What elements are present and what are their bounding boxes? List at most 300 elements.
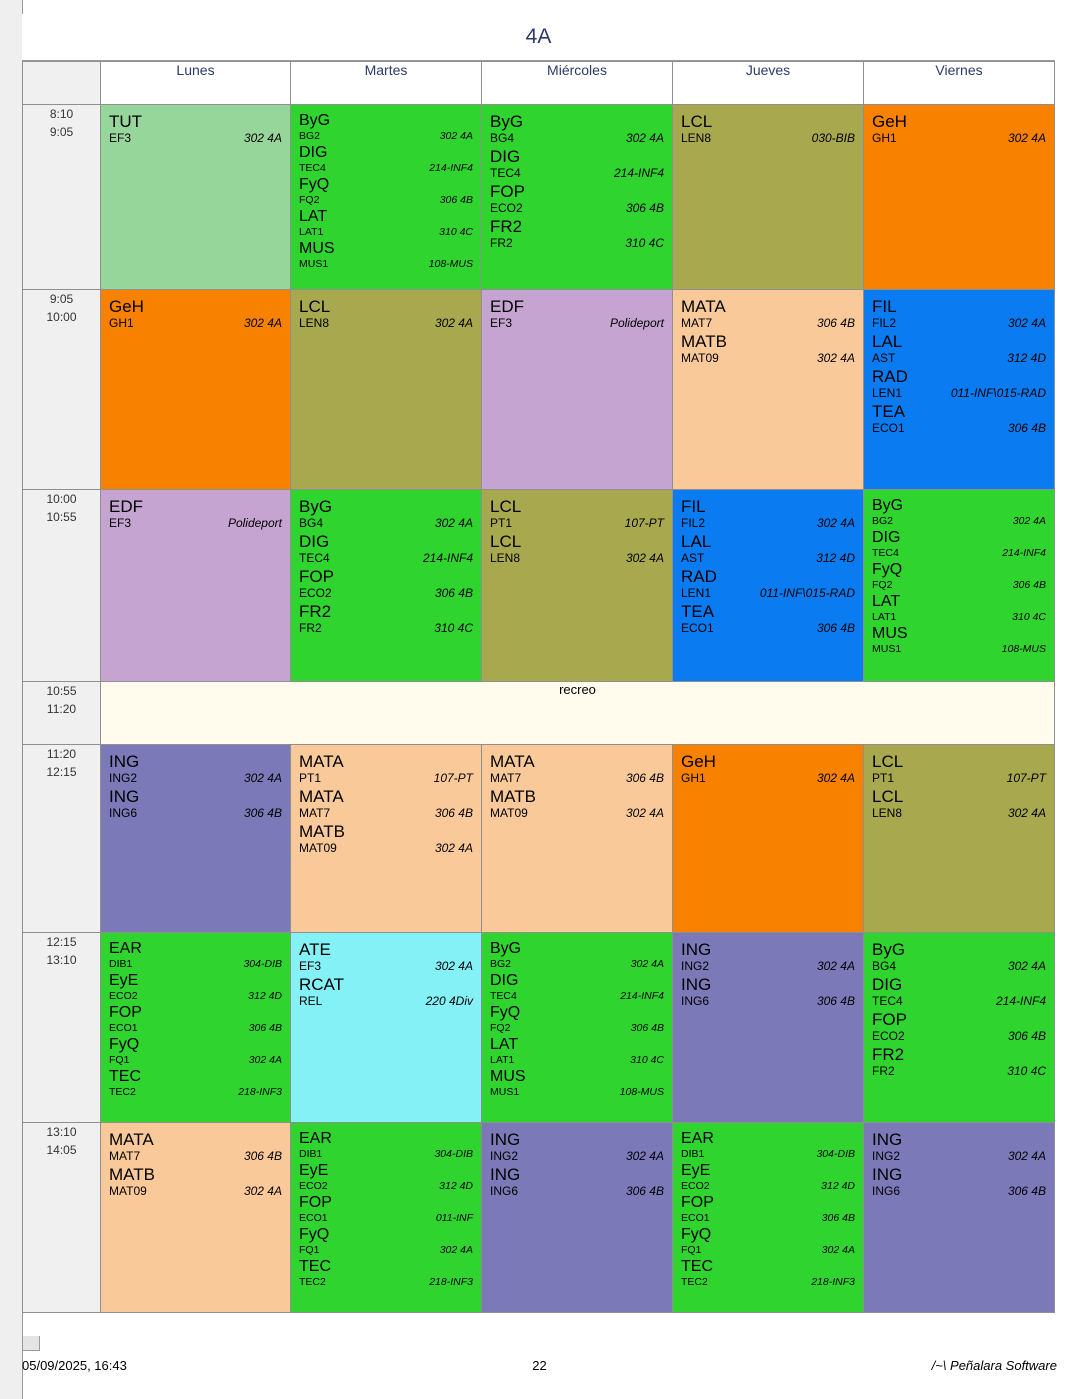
room-code: 306 4B	[434, 806, 473, 821]
room-code: 107-PT	[433, 771, 473, 786]
subject-detail	[299, 1148, 473, 1161]
teacher-code: REL	[299, 994, 323, 1009]
teacher-code: MAT7	[299, 806, 331, 821]
subject-name: LAT	[872, 593, 901, 611]
footer-timestamp: 05/09/2025, 16:43	[22, 1358, 127, 1373]
teacher-code: TEC2	[299, 1276, 326, 1289]
timetable-cell	[101, 933, 291, 1123]
subject-name: TEC	[681, 1258, 713, 1276]
time-start: 8:10	[49, 107, 74, 121]
teacher-code: LAT1	[299, 226, 324, 238]
room-code: 302 4A	[1007, 806, 1046, 821]
subject-detail	[299, 1244, 473, 1257]
day-header-martes: Martes	[291, 62, 482, 105]
timetable-cell	[291, 1123, 482, 1313]
cell-content	[101, 105, 290, 150]
subject-detail	[681, 131, 855, 146]
teacher-code: MUS1	[872, 643, 902, 656]
teacher-code: LEN8	[681, 131, 712, 146]
subject-name: MATB	[109, 1165, 155, 1185]
timetable-cell	[482, 105, 673, 290]
time-slot-cell	[23, 105, 101, 290]
subject-detail	[872, 1149, 1046, 1164]
subject-name: EDF	[490, 297, 524, 316]
subject-detail	[872, 421, 1046, 436]
teacher-code: TEC4	[490, 166, 521, 181]
subject-detail	[872, 643, 1046, 656]
teacher-code: TEC4	[299, 551, 330, 566]
room-code: 030-BIB	[811, 131, 855, 146]
subject-detail	[681, 1148, 855, 1161]
cell-content	[482, 490, 672, 570]
subject-detail	[490, 166, 664, 181]
timetable-cell	[673, 105, 864, 290]
subject-detail	[490, 1086, 664, 1099]
cell-content	[291, 105, 481, 275]
subject-detail	[872, 131, 1046, 146]
room-code: 302 4A	[434, 516, 473, 531]
cell-content	[291, 745, 481, 860]
cell-content	[101, 290, 290, 335]
teacher-code: FR2	[490, 236, 513, 251]
subject-name: EAR	[299, 1130, 332, 1147]
break-cell	[101, 682, 1055, 745]
teacher-code: FQ2	[299, 193, 320, 206]
teacher-code: ECO2	[490, 201, 523, 216]
timetable-cell	[291, 933, 482, 1123]
subject-name: TEA	[872, 402, 906, 422]
teacher-code: ING2	[872, 1149, 901, 1164]
room-code: 306 4B	[243, 1149, 282, 1164]
subject-detail	[490, 551, 664, 566]
room-code: 302 4A	[243, 1184, 282, 1199]
room-code: 108-MUS	[1001, 643, 1046, 656]
timetable-row	[23, 105, 1055, 290]
cell-content	[482, 1123, 672, 1203]
subject-name: MATA	[681, 297, 726, 316]
subject-detail	[490, 1022, 664, 1035]
subject-detail	[681, 1180, 855, 1193]
subject-name: TEC	[109, 1068, 141, 1086]
room-code: 302 4A	[816, 351, 855, 366]
timetable-cell	[101, 290, 291, 490]
timetable-cell	[101, 745, 291, 933]
subject-detail	[299, 1276, 473, 1289]
subject-detail	[490, 236, 664, 251]
subject-detail	[681, 516, 855, 531]
subject-detail	[872, 579, 1046, 592]
subject-detail	[681, 551, 855, 566]
subject-name: FOP	[299, 567, 334, 587]
timetable	[22, 61, 1055, 1313]
subject-detail	[872, 959, 1046, 974]
teacher-code: AST	[681, 551, 705, 566]
teacher-code: GH1	[681, 771, 706, 786]
teacher-code: FQ2	[490, 1021, 511, 1034]
subject-detail	[681, 771, 855, 786]
teacher-code: FR2	[872, 1064, 895, 1079]
page-footer	[22, 1358, 1057, 1373]
subject-name: DIG	[872, 529, 901, 547]
subject-detail	[299, 1212, 473, 1225]
subject-detail	[299, 194, 473, 207]
time-end: 13:10	[46, 953, 77, 967]
teacher-code: ING6	[872, 1184, 901, 1199]
room-code: Polideport	[609, 316, 664, 331]
timetable-header-row	[23, 62, 1055, 105]
subject-name: MATA	[299, 752, 344, 771]
subject-detail	[109, 1184, 282, 1199]
subject-name: LCL	[299, 297, 331, 316]
teacher-code: EF3	[490, 316, 513, 331]
room-code: 302 4A	[821, 1244, 855, 1256]
teacher-code: MAT7	[109, 1149, 141, 1164]
timetable-cell	[864, 745, 1055, 933]
subject-name: EAR	[109, 940, 142, 957]
timetable-cell	[864, 933, 1055, 1123]
subject-detail	[490, 990, 664, 1003]
cell-content	[291, 1123, 481, 1293]
subject-detail	[872, 1029, 1046, 1044]
room-code: 306 4B	[816, 994, 855, 1009]
room-code: 302 4A	[1007, 131, 1046, 146]
timetable-cell	[291, 105, 482, 290]
subject-detail	[681, 586, 855, 601]
room-code: 218-INF3	[429, 1276, 473, 1289]
timetable-cell	[291, 290, 482, 490]
timetable-cell	[864, 1123, 1055, 1313]
room-code: 304-DIB	[434, 1147, 473, 1160]
cell-content	[673, 105, 863, 150]
time-end: 12:15	[46, 765, 77, 779]
time-slot-cell	[23, 1123, 101, 1313]
teacher-code: GH1	[109, 316, 134, 331]
time-end: 10:55	[46, 510, 77, 524]
cell-content	[864, 933, 1054, 1083]
page-corner-notch	[22, 1336, 40, 1351]
subject-name: ATE	[299, 940, 331, 959]
subject-name: ING	[109, 752, 140, 771]
cell-content	[673, 933, 863, 1013]
page-title: 4A	[22, 14, 1055, 61]
cell-content	[673, 1123, 863, 1293]
subject-name: RAD	[872, 367, 908, 387]
teacher-code: PT1	[872, 771, 895, 786]
subject-detail	[299, 226, 473, 239]
room-code: 302 4A	[625, 806, 664, 821]
subject-detail	[299, 1180, 473, 1193]
room-code: 306 4B	[625, 771, 664, 786]
subject-name: GeH	[681, 752, 716, 771]
subject-detail	[299, 316, 473, 331]
teacher-code: MUS1	[490, 1086, 520, 1099]
room-code: 304-DIB	[243, 957, 282, 970]
teacher-code: BG4	[490, 131, 515, 146]
teacher-code: TEC4	[872, 994, 903, 1009]
room-code: 302 4A	[1007, 959, 1046, 974]
subject-name: RAD	[681, 567, 717, 587]
teacher-code: ECO2	[299, 586, 332, 601]
subject-name: GeH	[872, 112, 907, 131]
subject-name: FyQ	[490, 1004, 521, 1022]
room-code: 302 4A	[439, 129, 473, 142]
subject-name: FIL	[872, 297, 897, 316]
cell-content	[291, 490, 481, 640]
subject-detail	[299, 551, 473, 566]
subject-name: MUS	[299, 240, 335, 258]
room-code: 312 4D	[248, 989, 282, 1002]
teacher-code: MAT09	[490, 806, 528, 821]
subject-detail	[109, 806, 282, 821]
teacher-code: LAT1	[490, 1054, 515, 1066]
subject-name: FOP	[109, 1004, 142, 1022]
teacher-code: ING6	[681, 994, 710, 1009]
subject-detail	[681, 621, 855, 636]
room-code: 312 4D	[821, 1179, 855, 1192]
teacher-code: MAT7	[490, 771, 522, 786]
subject-name: FyQ	[872, 561, 903, 579]
subject-detail	[681, 1244, 855, 1257]
timetable-cell	[482, 933, 673, 1123]
subject-detail	[872, 1064, 1046, 1079]
cell-content	[101, 745, 290, 825]
subject-name: FOP	[490, 182, 525, 202]
time-end: 10:00	[46, 310, 77, 324]
subject-detail	[681, 1212, 855, 1225]
subject-name: LCL	[872, 787, 904, 807]
teacher-code: BG2	[299, 129, 321, 142]
timetable-cell	[291, 745, 482, 933]
teacher-code: ING6	[490, 1184, 519, 1199]
subject-detail	[681, 994, 855, 1009]
timetable-cell	[673, 933, 864, 1123]
subject-detail	[490, 201, 664, 216]
timetable-cell	[482, 1123, 673, 1313]
subject-detail	[109, 1086, 282, 1099]
teacher-code: TEC4	[872, 546, 899, 559]
teacher-code: ECO1	[299, 1211, 328, 1224]
room-code: 306 4B	[625, 201, 664, 216]
subject-detail	[490, 1184, 664, 1199]
time-slot-cell	[23, 682, 101, 745]
subject-detail	[109, 958, 282, 971]
subject-detail	[872, 1184, 1046, 1199]
corner-cell	[23, 62, 101, 105]
timetable-row	[23, 290, 1055, 490]
room-code: 302 4A	[625, 551, 664, 566]
teacher-code: EF3	[109, 131, 132, 146]
teacher-code: MAT7	[681, 316, 713, 331]
subject-name: LCL	[872, 752, 904, 771]
subject-detail	[681, 1276, 855, 1289]
teacher-code: ECO2	[872, 1029, 905, 1044]
cell-content	[101, 490, 290, 535]
subject-detail	[681, 351, 855, 366]
room-code: 310 4C	[439, 226, 473, 238]
subject-name: MATA	[109, 1130, 154, 1149]
room-code: 306 4B	[625, 1184, 664, 1199]
subject-name: FOP	[299, 1194, 332, 1212]
subject-name: FyQ	[299, 1226, 330, 1244]
day-header-jueves: Jueves	[673, 62, 864, 105]
subject-name: MATA	[490, 752, 535, 771]
teacher-code: ECO1	[872, 421, 905, 436]
subject-detail	[299, 959, 473, 974]
room-code: 302 4A	[434, 316, 473, 331]
subject-name: MATA	[299, 787, 344, 807]
subject-name: ING	[681, 940, 712, 959]
subject-name: MATB	[681, 332, 727, 352]
room-code: 306 4B	[1012, 578, 1046, 591]
day-header-miercoles: Miércoles	[482, 62, 673, 105]
subject-detail	[872, 994, 1046, 1009]
room-code: 011-INF	[435, 1211, 473, 1224]
room-code: 310 4C	[630, 1054, 664, 1066]
room-code: 011-INF\015-RAD	[950, 386, 1046, 401]
timetable-cell	[101, 490, 291, 682]
subject-detail	[872, 547, 1046, 560]
room-code: 302 4A	[625, 131, 664, 146]
room-code: 306 4B	[439, 193, 473, 206]
teacher-code: ECO2	[109, 989, 138, 1002]
subject-name: TUT	[109, 112, 143, 131]
room-code: 306 4B	[434, 586, 473, 601]
subject-name: ING	[872, 1165, 903, 1185]
subject-detail	[872, 386, 1046, 401]
teacher-code: BG4	[872, 959, 897, 974]
break-label: recreo	[559, 682, 596, 697]
subject-detail	[109, 990, 282, 1003]
cell-content	[291, 933, 481, 1013]
room-code: 302 4A	[816, 959, 855, 974]
subject-name: FOP	[872, 1010, 907, 1030]
room-code: 302 4A	[243, 771, 282, 786]
room-code: 214-INF4	[1002, 546, 1046, 559]
subject-name: DIG	[872, 975, 903, 995]
cell-content	[673, 290, 863, 370]
timetable-cell	[101, 1123, 291, 1313]
teacher-code: BG4	[299, 516, 324, 531]
timetable-row	[23, 745, 1055, 933]
teacher-code: ECO1	[681, 621, 714, 636]
subject-detail	[490, 958, 664, 971]
subject-detail	[299, 586, 473, 601]
teacher-code: EF3	[299, 959, 322, 974]
room-code: 306 4B	[1007, 1184, 1046, 1199]
cell-content	[482, 105, 672, 255]
room-code: 218-INF3	[238, 1086, 282, 1099]
teacher-code: BG2	[872, 514, 894, 527]
subject-detail	[299, 516, 473, 531]
timetable-cell	[673, 290, 864, 490]
subject-detail	[872, 515, 1046, 528]
time-slot-cell	[23, 290, 101, 490]
teacher-code: LAT1	[872, 611, 897, 623]
subject-detail	[109, 1054, 282, 1067]
subject-name: FyQ	[299, 176, 330, 194]
teacher-code: MAT09	[109, 1184, 147, 1199]
timetable-cell	[864, 290, 1055, 490]
teacher-code: ING2	[109, 771, 138, 786]
cell-content	[482, 290, 672, 335]
day-header-lunes: Lunes	[101, 62, 291, 105]
time-slot-cell	[23, 745, 101, 933]
teacher-code: TEC4	[299, 161, 326, 174]
subject-name: ING	[681, 975, 712, 995]
teacher-code: FQ1	[109, 1054, 130, 1066]
cell-content	[864, 490, 1054, 660]
teacher-code: MUS1	[299, 258, 329, 271]
teacher-code: TEC2	[109, 1086, 136, 1099]
subject-name: RCAT	[299, 975, 345, 995]
room-code: 214-INF4	[620, 989, 664, 1002]
subject-name: DIG	[299, 532, 330, 552]
subject-detail	[299, 258, 473, 271]
subject-name: ING	[109, 787, 140, 807]
room-code: 306 4B	[1007, 1029, 1046, 1044]
subject-detail	[872, 806, 1046, 821]
teacher-code: LEN8	[490, 551, 521, 566]
subject-name: EyE	[681, 1162, 711, 1180]
timetable-row	[23, 682, 1055, 745]
cell-content	[482, 745, 672, 825]
teacher-code: GH1	[872, 131, 897, 146]
room-code: 312 4D	[439, 1179, 473, 1192]
timetable-cell	[673, 1123, 864, 1313]
subject-detail	[490, 806, 664, 821]
time-end: 11:20	[46, 702, 77, 716]
room-code: 306 4B	[816, 621, 855, 636]
room-code: 302 4A	[816, 516, 855, 531]
subject-detail	[490, 1054, 664, 1067]
room-code: 302 4A	[1012, 514, 1046, 527]
timetable-cell	[673, 745, 864, 933]
subject-name: FyQ	[681, 1226, 712, 1244]
teacher-code: FR2	[299, 621, 322, 636]
subject-name: LCL	[681, 112, 713, 131]
teacher-code: ECO1	[109, 1021, 138, 1034]
cell-content	[864, 290, 1054, 440]
subject-detail	[299, 994, 473, 1009]
subject-detail	[299, 130, 473, 143]
teacher-code: FIL2	[681, 516, 706, 531]
subject-detail	[109, 1149, 282, 1164]
subject-detail	[872, 611, 1046, 624]
teacher-code: DIB1	[299, 1147, 323, 1160]
teacher-code: ING2	[681, 959, 710, 974]
subject-detail	[109, 516, 282, 531]
subject-name: LAL	[872, 332, 903, 352]
subject-name: DIG	[490, 147, 521, 167]
teacher-code: PT1	[490, 516, 513, 531]
time-end: 14:05	[46, 1143, 77, 1157]
teacher-code: ING6	[109, 806, 138, 821]
page-left-margin	[0, 0, 23, 1399]
timetable-cell	[482, 745, 673, 933]
room-code: 306 4B	[248, 1021, 282, 1034]
teacher-code: ECO2	[681, 1179, 710, 1192]
subject-name: EDF	[109, 497, 143, 516]
subject-detail	[109, 1022, 282, 1035]
room-code: 310 4C	[434, 621, 473, 636]
room-code: 302 4A	[243, 316, 282, 331]
subject-name: MUS	[872, 625, 908, 643]
timetable-row	[23, 1123, 1055, 1313]
room-code: 302 4A	[1007, 316, 1046, 331]
subject-name: ING	[490, 1165, 521, 1185]
subject-name: EyE	[299, 1162, 329, 1180]
cell-content	[101, 933, 290, 1103]
